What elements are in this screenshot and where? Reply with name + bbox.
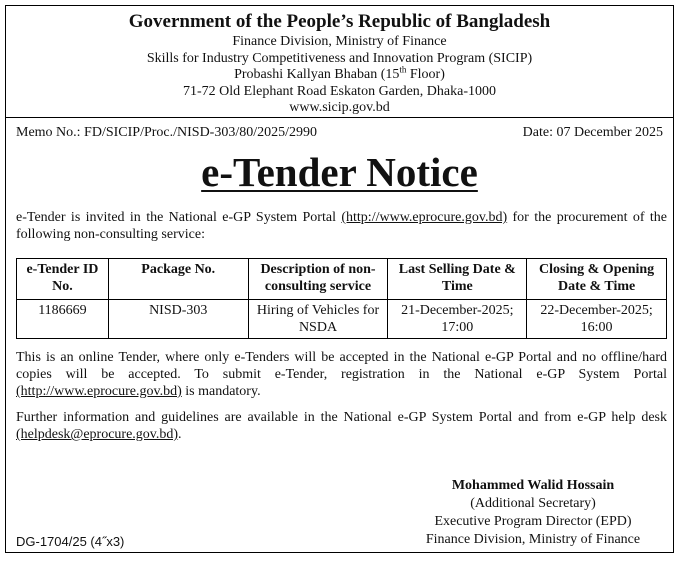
tender-notice [5, 5, 674, 553]
header-package-no: Package No. [108, 259, 248, 300]
building-line: Probashi Kallyan Bhaban (15th Floor) [234, 64, 445, 82]
address-line: 71-72 Old Elephant Road Eskaton Garden, Dhaka-1000 [183, 83, 496, 99]
division-line: Finance Division, Ministry of Finance [232, 34, 447, 49]
header-closing-opening: Closing & Opening Date & Time [527, 259, 667, 300]
memo-date: Date: 07 December 2025 [522, 125, 663, 140]
signatory-office: Finance Division, Ministry of Finance [425, 532, 641, 547]
signatory-rank: (Additional Secretary) [470, 496, 596, 511]
intro-paragraph: e-Tender is invited in the National e-GP System Portal (http://www.eprocure.gov.bd) for the procurement of the following non-consulting service: [16, 210, 667, 242]
online-tender-paragraph: This is an online Tender, where only e-Tenders will be accepted in the National e-GP Portal and no offline/hard copies will be accepted. To submit e-Tender, registration in the National e-GP System Portal (http://www.eprocure.gov.bd) is mandatory. [16, 350, 667, 399]
cell-package-no: NISD-303 [108, 300, 248, 339]
header-tender-id: e-Tender ID No. [17, 259, 109, 300]
memo-number: Memo No.: FD/SICIP/Proc./NISD-303/80/2025/2990 [16, 125, 318, 140]
table-row [17, 300, 667, 339]
tender-table [16, 258, 667, 339]
government-title: Government of the People’s Republic of Bangladesh [128, 11, 551, 32]
table-header-row [17, 259, 667, 300]
cell-tender-id: 1186669 [17, 300, 109, 339]
header-description: Description of non-consulting service [248, 259, 388, 300]
eprocure-link[interactable]: (http://www.eprocure.gov.bd) [341, 210, 508, 225]
cell-last-selling: 21-December-2025; 17:00 [388, 300, 527, 339]
header-last-selling: Last Selling Date & Time [388, 259, 527, 300]
memo-row [6, 118, 673, 140]
cell-description: Hiring of Vehicles for NSDA [248, 300, 388, 339]
signatory-position: Executive Program Director (EPD) [434, 514, 632, 529]
helpdesk-email-link[interactable]: (helpdesk@eprocure.gov.bd) [16, 427, 179, 442]
cell-closing-opening: 22-December-2025; 16:00 [527, 300, 667, 339]
signature-block [403, 477, 663, 549]
website-line: www.sicip.gov.bd [289, 100, 390, 115]
notice-title: e-Tender Notice [201, 149, 478, 195]
letterhead [6, 6, 673, 118]
eprocure-link-2[interactable]: (http://www.eprocure.gov.bd) [16, 384, 182, 399]
signatory-name: Mohammed Walid Hossain [451, 478, 615, 493]
dg-code: DG-1704/25 (4˝x3) [16, 534, 125, 549]
further-info-paragraph: Further information and guidelines are available in the National e-GP System Portal and from e-GP help desk (helpdesk@eprocure.gov.bd). [16, 410, 667, 442]
program-line: Skills for Industry Competitiveness and Innovation Program (SICIP) [146, 50, 533, 66]
